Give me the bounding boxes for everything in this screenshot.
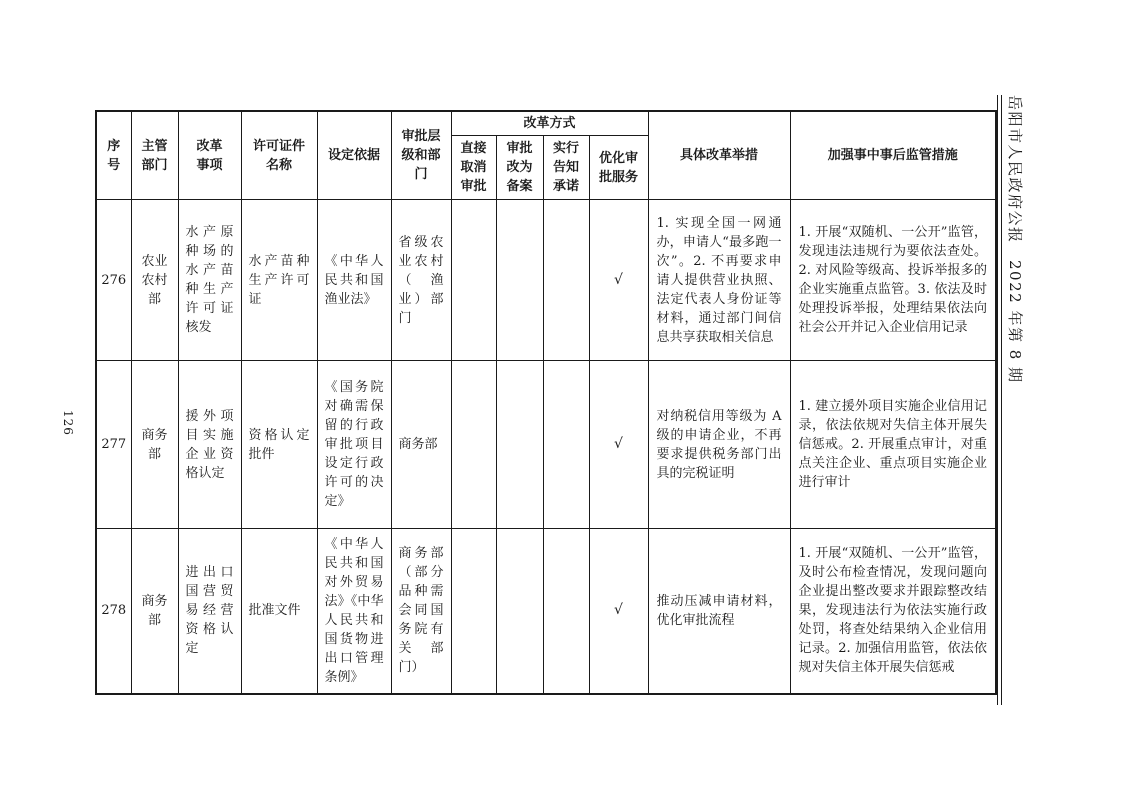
cell-measures: 对纳税信用等级为 A 级的申请企业，不再要求提供税务部门出具的完税证明 — [648, 361, 790, 529]
sub-header-record: 审批改为备案 — [496, 136, 543, 200]
col-header-supervision: 加强事中事后监管措施 — [790, 111, 996, 200]
header-row-top — [96, 111, 996, 136]
cell-reform-item: 水产原种场的水产苗种生产许可证核发 — [178, 200, 241, 361]
gazette-caption: 岳阳市人民政府公报 2022 年第 8 期 — [1006, 95, 1024, 384]
col-header-measures: 具体改革举措 — [648, 111, 790, 200]
cell-level: 省级农业农村（渔业）部门 — [391, 200, 451, 361]
col-header-level: 审批层级和部门 — [391, 111, 451, 200]
page-number: 126 — [61, 410, 75, 436]
cell-cancel — [451, 529, 496, 694]
cell-license: 资格认定批件 — [241, 361, 317, 529]
cell-reform-item: 援外项目实施企业资格认定 — [178, 361, 241, 529]
cell-record — [496, 529, 543, 694]
cell-promise — [543, 361, 589, 529]
cell-record — [496, 200, 543, 361]
cell-optimize-checkmark: √ — [589, 361, 648, 529]
cell-level: 商务部 — [391, 361, 451, 529]
col-header-basis: 设定依据 — [317, 111, 391, 200]
table-row-278 — [96, 529, 996, 694]
sub-header-optimize: 优化审批服务 — [589, 136, 648, 200]
cell-basis: 《国务院对确需保留的行政审批项目设定行政许可的决定》 — [317, 361, 391, 529]
sub-header-cancel: 直接取消审批 — [451, 136, 496, 200]
cell-optimize-checkmark: √ — [589, 529, 648, 694]
cell-optimize-checkmark: √ — [589, 200, 648, 361]
cell-measures: 推动压减申请材料，优化审批流程 — [648, 529, 790, 694]
cell-license: 批准文件 — [241, 529, 317, 694]
reform-items-table — [95, 110, 997, 695]
cell-cancel — [451, 200, 496, 361]
cell-basis: 《中华人民共和国渔业法》 — [317, 200, 391, 361]
col-header-seq: 序号 — [96, 111, 131, 200]
cell-promise — [543, 200, 589, 361]
cell-supervision: 1. 开展“双随机、一公开”监管，及时公布检查情况，发现问题向企业提出整改要求并跟踪整改结果，发现违法行为依法实施行政处罚，将查处结果纳入企业信用记录。2. 加强信用监管，依法依规对失信主体开展失信惩戒 — [790, 529, 996, 694]
cell-measures: 1. 实现全国一网通办，申请人“最多跑一次”。2. 不再要求申请人提供营业执照、法定代表人身份证等材料，通过部门间信息共享获取相关信息 — [648, 200, 790, 361]
cell-seq: 277 — [96, 361, 131, 529]
cell-level: 商务部（部分品种需会同国务院有关部门） — [391, 529, 451, 694]
cell-basis: 《中华人民共和国对外贸易法》《中华人民共和国货物进出口管理条例》 — [317, 529, 391, 694]
cell-supervision: 1. 建立援外项目实施企业信用记录，依法依规对失信主体开展失信惩戒。2. 开展重点审计，对重点关注企业、重点项目实施企业进行审计 — [790, 361, 996, 529]
cell-department: 农业农村部 — [131, 200, 178, 361]
cell-record — [496, 361, 543, 529]
col-header-method: 改革方式 — [451, 111, 648, 136]
col-header-reform-item: 改革事项 — [178, 111, 241, 200]
table-row-277 — [96, 361, 996, 529]
col-header-department: 主管部门 — [131, 111, 178, 200]
sub-header-promise: 实行告知承诺 — [543, 136, 589, 200]
cell-seq: 278 — [96, 529, 131, 694]
col-header-license: 许可证件名称 — [241, 111, 317, 200]
cell-reform-item: 进出口国营贸易经营资格认定 — [178, 529, 241, 694]
cell-promise — [543, 529, 589, 694]
table-row-276 — [96, 200, 996, 361]
cell-license: 水产苗种生产许可证 — [241, 200, 317, 361]
cell-cancel — [451, 361, 496, 529]
cell-supervision: 1. 开展“双随机、一公开”监管，发现违法违规行为要依法查处。2. 对风险等级高、投诉举报多的企业实施重点监管。3. 依法及时处理投诉举报，处理结果依法向社会公开并记入企业信用记录 — [790, 200, 996, 361]
cell-department: 商务部 — [131, 361, 178, 529]
cell-department: 商务部 — [131, 529, 178, 694]
sidebar-divider-rule — [997, 95, 1002, 705]
cell-seq: 276 — [96, 200, 131, 361]
table-header — [96, 111, 996, 200]
